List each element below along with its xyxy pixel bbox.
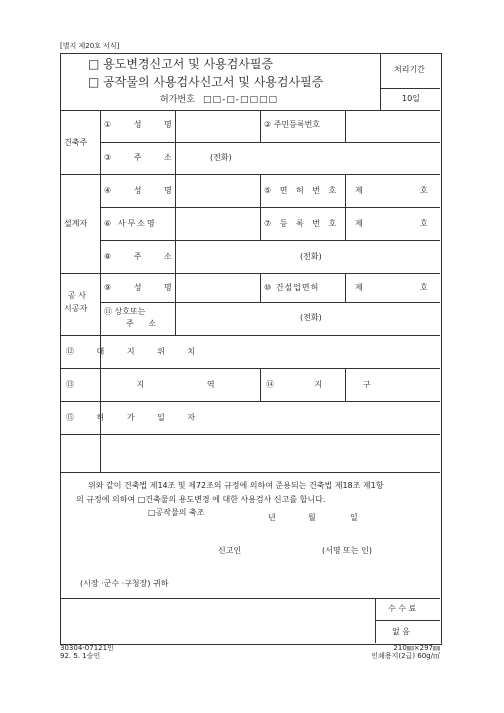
designer-group-label: 설계자 — [64, 219, 88, 228]
declaration-line3: □공작물의 축조 — [148, 508, 205, 517]
owner-address-label: ③ 주 소 — [104, 153, 182, 162]
constructor-group-line2: 시공자 — [64, 304, 88, 313]
designer-license-label: ⑤ 면 허 번 호 — [264, 186, 340, 195]
owner-group-label: 건축주 — [64, 138, 88, 147]
declaration-line2: 의 규정에 의하여 □건축물의 용도변경 에 대한 사용검사 신고를 합니다. — [76, 495, 326, 504]
form-number: [별지 제20호 서식] — [60, 42, 120, 50]
owner-resident-no-label: ② 주민등록번호 — [264, 120, 321, 129]
footer-paper: 인쇄용지(2급) 60g/㎡ — [371, 652, 440, 660]
designer-license-ho: 호 — [420, 186, 428, 195]
date-month: 월 — [308, 513, 316, 522]
district-label: ⑭ 지 구 — [266, 380, 371, 389]
permit-number-label: 허가번호 — [160, 95, 195, 105]
footer-approval: 92. 5. 1승인 — [60, 652, 101, 660]
date-day: 일 — [350, 513, 358, 522]
designer-license-je: 제 — [355, 186, 363, 195]
constructor-trade-line2: 주 소 — [126, 319, 162, 328]
constructor-name-label: ⑨ 성 명 — [104, 283, 182, 292]
designer-reg-ho: 호 — [420, 219, 428, 228]
processing-period-label: 처리기간 — [394, 65, 425, 74]
zone-label: ⑬ 지 역 — [66, 380, 215, 389]
processing-period-value: 10일 — [402, 94, 420, 103]
designer-office-label: ⑥ 사무소명 — [104, 219, 157, 228]
designer-phone-label: (전화) — [300, 252, 322, 261]
signature-label: (서명 또는 인) — [322, 546, 372, 555]
owner-phone-label: (전화) — [210, 153, 232, 162]
constructor-trade-line1: ⑪ 상호또는 — [104, 307, 146, 316]
site-location-label: ⑫ 대 지 위 치 — [66, 347, 206, 356]
designer-name-label: ④ 성 명 — [104, 186, 182, 195]
fee-label: 수 수 료 — [388, 604, 417, 613]
title-structure-inspection: □ 공작물의 사용검사신고서 및 사용검사필증 — [88, 75, 324, 89]
owner-name-label: ① 성 명 — [104, 120, 182, 129]
date-year: 년 — [268, 513, 276, 522]
constructor-license-ho: 호 — [420, 283, 428, 292]
footer-size: 210㎜×297㎜ — [393, 644, 440, 652]
constructor-phone-label: (전화) — [300, 313, 322, 322]
designer-reg-label: ⑦ 등 록 번 호 — [264, 219, 340, 228]
designer-reg-je: 제 — [355, 219, 363, 228]
permit-date-label: ⑮ 허 가 일 자 — [66, 413, 206, 422]
title-use-change: □ 용도변경신고서 및 사용검사필증 — [88, 57, 274, 71]
designer-address-label: ⑧ 주 소 — [104, 252, 182, 261]
constructor-license-je: 제 — [355, 283, 363, 292]
declaration-line1: 위와 같이 건축법 제14조 및 제72조의 규정에 의하여 준용되는 건축법 제18조 제1항 — [88, 481, 384, 490]
addressee: (시장 ·군수 ·구청장) 귀하 — [80, 579, 169, 588]
constructor-group-line1: 공 사 — [68, 291, 86, 300]
permit-number-boxes: □□-□-□□□□ — [203, 95, 279, 105]
constructor-license-label: ⑩ 건설업면허 — [264, 283, 320, 292]
applicant-label: 신고인 — [218, 546, 242, 555]
footer-code: 30304-07121민 — [60, 644, 114, 652]
fee-value: 없 음 — [392, 627, 410, 636]
